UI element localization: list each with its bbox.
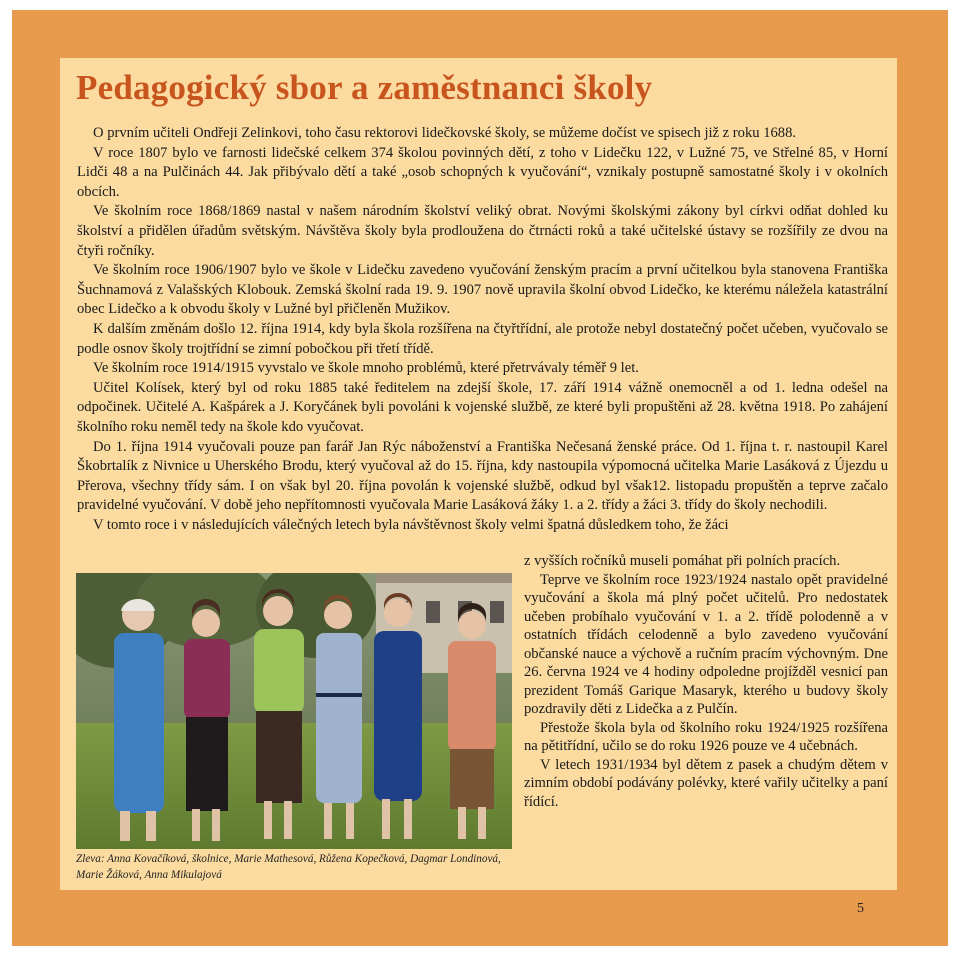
page-number: 5 — [857, 901, 864, 916]
paragraph: Ve školním roce 1914/1915 vyvstalo ve škole mnoho problémů, které přetrvávaly téměř 9 let. — [93, 360, 639, 377]
paragraph: Ve školním roce 1906/1907 bylo ve škole v Lidečku zavedeno vyučování ženským pracím a první učitelkou byla stanovena Františka Šuchnamová z Valašských Klobouk. Zemská školní rada 19. 9. 1907 nově upravila školní obvod Lidečko, ke kterému náležela katastrální obec Lidečko a k obvodu školy v Lužné byl přičleněn Mužikov. — [77, 262, 888, 318]
paragraph: O prvním učiteli Ondřeji Zelinkovi, toho času rektorovi lidečkovské školy, se můžeme dočíst ve spisech již z roku 1688. — [93, 125, 797, 141]
paragraph: K dalším změnám došlo 12. října 1914, kdy byla škola rozšířena na čtyřtřídní, ale protože nebyl dostatečný počet učeben, vyučovalo se podle osnov školy trojtřídní se zimní pobočkou při třetí třídě. — [77, 320, 888, 357]
paragraph: Teprve ve školním roce 1923/1924 nastalo opět pravidelné vyučování a škola má plný počet učitelů. Pro nedostatek učeben probíhalo vyučování v 1. a 2. třídě polodenně a v ostatních třídách celodenně a bylo zavedeno vyučování občanské nauce a výchově a ručním pracím výchovným. Dne 26. června 1924 ve 4 hodiny odpoledne projížděl vesnicí pan prezident Tomáš Garique Masaryk, kterého u budovy školy pozdravily děti z Lidečka a z Pulčín. — [524, 571, 888, 717]
paragraph: Učitel Kolísek, který byl od roku 1885 také ředitelem na zdejší škole, 17. září 1914 vážně onemocněl a od 1. ledna odešel na odpočinek. Učitelé A. Kašpárek a J. Koryčánek byli povoláni k vojenské službě, ze které byli propuštěni až 28. května 1918. Po zahájení školního roku neměl tedy na škole kdo vyučovat. — [77, 379, 888, 435]
paragraph: Do 1. října 1914 vyučovali pouze pan farář Jan Rýc náboženství a Františka Nečesaná ženské práce. Od 1. října t. r. nastoupil Karel Škobrtalík z Nivnice u Uherského Brodu, který vyučoval až do 15. října, kdy nastoupila výpomocná učitelka Marie Lasáková z Újezdu u Přerova, všechny třídy sám. I on však byl 20. října povolán k vojenské službě, odkud byl však12. listopadu propuštěn a teprve začalo pravidelné vyučování. V době jeho nepřítomnosti vyučovala Marie Lasáková žáky 1. a 2. třídy a žáci 3. třídy do školy nechodili. — [77, 438, 888, 514]
paragraph: V tomto roce i v následujících válečných letech byla návštěvnost školy velmi špatná důsledkem toho, že žáci — [93, 516, 729, 533]
paragraph: V letech 1931/1934 byl dětem z pasek a chudým dětem v zimním období podávány polévky, které vařily učitelky a paní řídící. — [524, 756, 888, 810]
page-title: Pedagogický sbor a zaměstnanci školy — [76, 68, 653, 107]
photo-caption: Zleva: Anna Kovačíková, školnice, Marie Mathesová, Růžena Kopečková, Dagmar Londinová, Marie Žáková, Anna Mikulajová — [76, 853, 501, 881]
staff-group-photo — [76, 573, 512, 849]
paragraph: V roce 1807 bylo ve farnosti lidečské celkem 374 školou povinných dětí, z toho v Lidečku 122, v Lužné 75, ve Střelné 85, v Horní Lidči 48 a na Pulčinách 44. Jak přibývalo dětí a také „osob schopných k vyučování“, vznikaly postupně samostatné školy i v okolních obcích. — [77, 144, 888, 200]
main-text-block — [77, 124, 888, 535]
side-text-column — [524, 552, 888, 811]
paragraph: z vyšších ročníků museli pomáhat při polních pracích. — [524, 553, 841, 569]
paragraph: Ve školním roce 1868/1869 nastal v našem národním školství veliký obrat. Novými školskými zákony byl církvi odňat dohled ku školství a přidělen úřadům světským. Návštěva školy byla prodloužena do čtrnácti roků a také učitelské ústavy se rozšířily ze dvou na čtyři ročníky. — [77, 203, 888, 259]
paragraph: Přestože škola byla od školního roku 1924/1925 rozšířena na pětitřídní, učilo se do roku 1926 pouze ve 4 učebnách. — [524, 719, 888, 754]
